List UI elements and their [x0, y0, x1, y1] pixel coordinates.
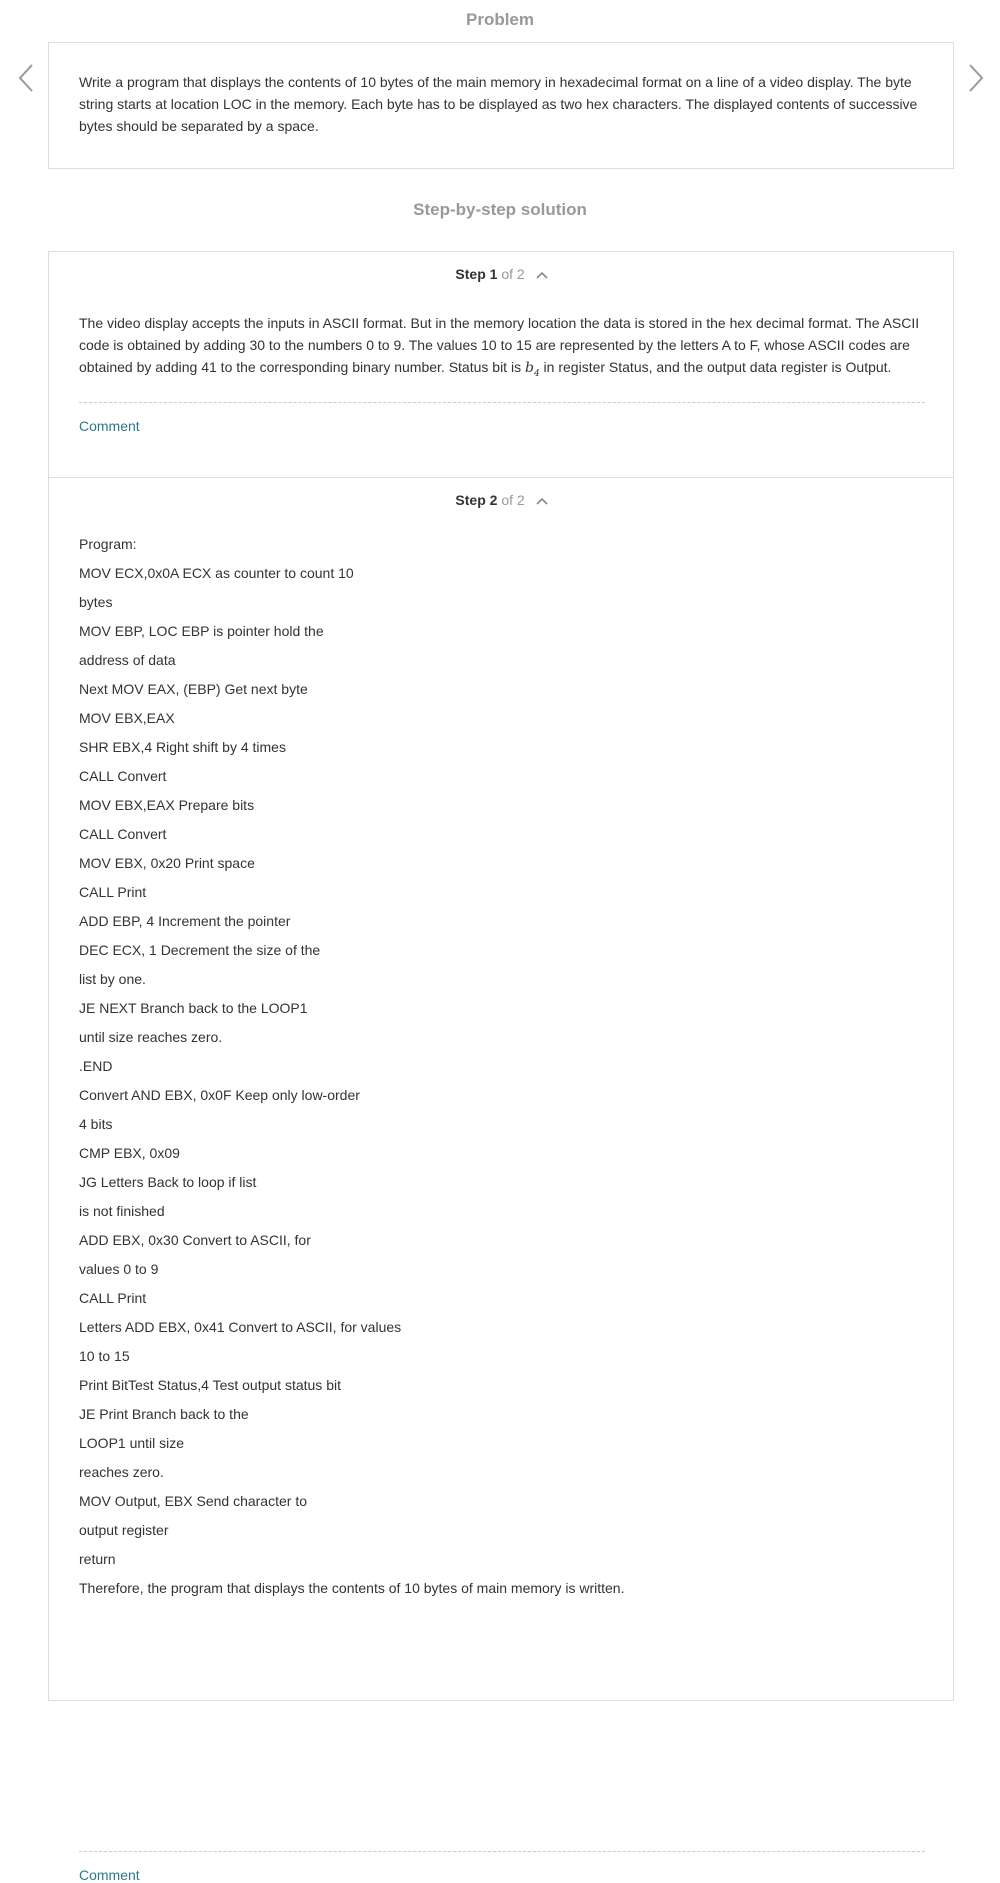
program-line: CALL Convert [79, 768, 167, 784]
program-line: Convert AND EBX, 0x0F Keep only low-order [79, 1087, 360, 1103]
program-line: MOV Output, EBX Send character to [79, 1493, 307, 1509]
step-1-of-label: of 2 [501, 266, 525, 282]
step-2-label: Step 2 [455, 492, 498, 508]
problem-text: Write a program that displays the contents of 10 bytes of the main memory in hexadecimal format on a line of a video display. The byte string starts at location LOC in the memory. Each byte has to be displayed as two hex characters. The displayed contents of successive bytes should be separated by a space. [79, 74, 918, 134]
next-arrow-button[interactable] [962, 58, 990, 98]
status-bit-math [524, 360, 540, 379]
program-line: bytes [79, 594, 113, 610]
program-line: .END [79, 1058, 113, 1074]
solution-heading: Step-by-step solution [413, 200, 587, 219]
program-line: CALL Convert [79, 826, 167, 842]
step-1-label: Step 1 [455, 266, 498, 282]
program-line: 10 to 15 [79, 1348, 130, 1364]
program-line: CMP EBX, 0x09 [79, 1145, 180, 1161]
step-2-header[interactable] [49, 490, 955, 510]
program-line: CALL Print [79, 884, 147, 900]
program-line: Program: [79, 536, 137, 552]
step-1-divider [79, 402, 925, 403]
program-line: Next MOV EAX, (EBP) Get next byte [79, 681, 308, 697]
program-line: CALL Print [79, 1290, 147, 1306]
step-1-header[interactable] [49, 264, 955, 284]
program-line: MOV EBX, 0x20 Print space [79, 855, 255, 871]
program-line: MOV EBP, LOC EBP is pointer hold the [79, 623, 324, 639]
program-line: JE NEXT Branch back to the LOOP1 [79, 1000, 308, 1016]
program-line: DEC ECX, 1 Decrement the size of the [79, 942, 321, 958]
math-variable: b [524, 360, 534, 376]
chevron-left-icon [17, 63, 35, 93]
program-line: values 0 to 9 [79, 1261, 159, 1277]
program-line: is not finished [79, 1203, 165, 1219]
program-line: Print BitTest Status,4 Test output status bit [79, 1377, 341, 1393]
program-lines [79, 534, 925, 1607]
program-line: JG Letters Back to loop if list [79, 1174, 257, 1190]
step-2-comment-link[interactable]: Comment [79, 1867, 140, 1883]
step-1-text-after: in register Status, and the output data register is Output. [539, 359, 892, 375]
program-line: Letters ADD EBX, 0x41 Convert to ASCII, for values [79, 1319, 402, 1335]
step-2-divider [79, 1851, 925, 1852]
program-line: LOOP1 until size [79, 1435, 185, 1451]
program-line: SHR EBX,4 Right shift by 4 times [79, 739, 286, 755]
program-line: list by one. [79, 971, 146, 987]
prev-arrow-button[interactable] [12, 58, 40, 98]
step-1 [49, 252, 953, 478]
step-1-body [79, 312, 925, 385]
math-subscript: 4 [533, 368, 540, 379]
solution-box [48, 251, 954, 1883]
problem-box [48, 42, 954, 169]
program-line: return [79, 1551, 116, 1567]
step-2-of-label: of 2 [501, 492, 525, 508]
chevron-right-icon [967, 63, 985, 93]
step-1-text-before: The video display accepts the inputs in ASCII format. But in the memory location the data is stored in the hex decimal format. The ASCII code is obtained by adding 30 to the numbers 0 to 9. The values 10 to 15 are represented by the letters A to F, whose ASCII codes are obtained by adding 41 to the corresponding binary number. Status bit is [79, 315, 920, 375]
program-line: ADD EBP, 4 Increment the pointer [79, 913, 291, 929]
chevron-up-icon[interactable] [535, 496, 549, 506]
program-line: 4 bits [79, 1116, 113, 1132]
program-line: output register [79, 1522, 169, 1538]
step-2 [49, 478, 953, 1883]
program-line: until size reaches zero. [79, 1029, 223, 1045]
program-line: JE Print Branch back to the [79, 1406, 249, 1422]
program-line: Therefore, the program that displays the contents of 10 bytes of main memory is written. [79, 1580, 625, 1596]
program-line: reaches zero. [79, 1464, 164, 1480]
program-line: address of data [79, 652, 176, 668]
step-1-comment-link[interactable]: Comment [79, 418, 140, 434]
problem-heading: Problem [465, 10, 535, 29]
program-line: MOV EBX,EAX [79, 710, 175, 726]
program-line: MOV EBX,EAX Prepare bits [79, 797, 255, 813]
program-line: ADD EBX, 0x30 Convert to ASCII, for [79, 1232, 311, 1248]
chevron-up-icon[interactable] [535, 270, 549, 280]
program-line: MOV ECX,0x0A ECX as counter to count 10 [79, 565, 354, 581]
